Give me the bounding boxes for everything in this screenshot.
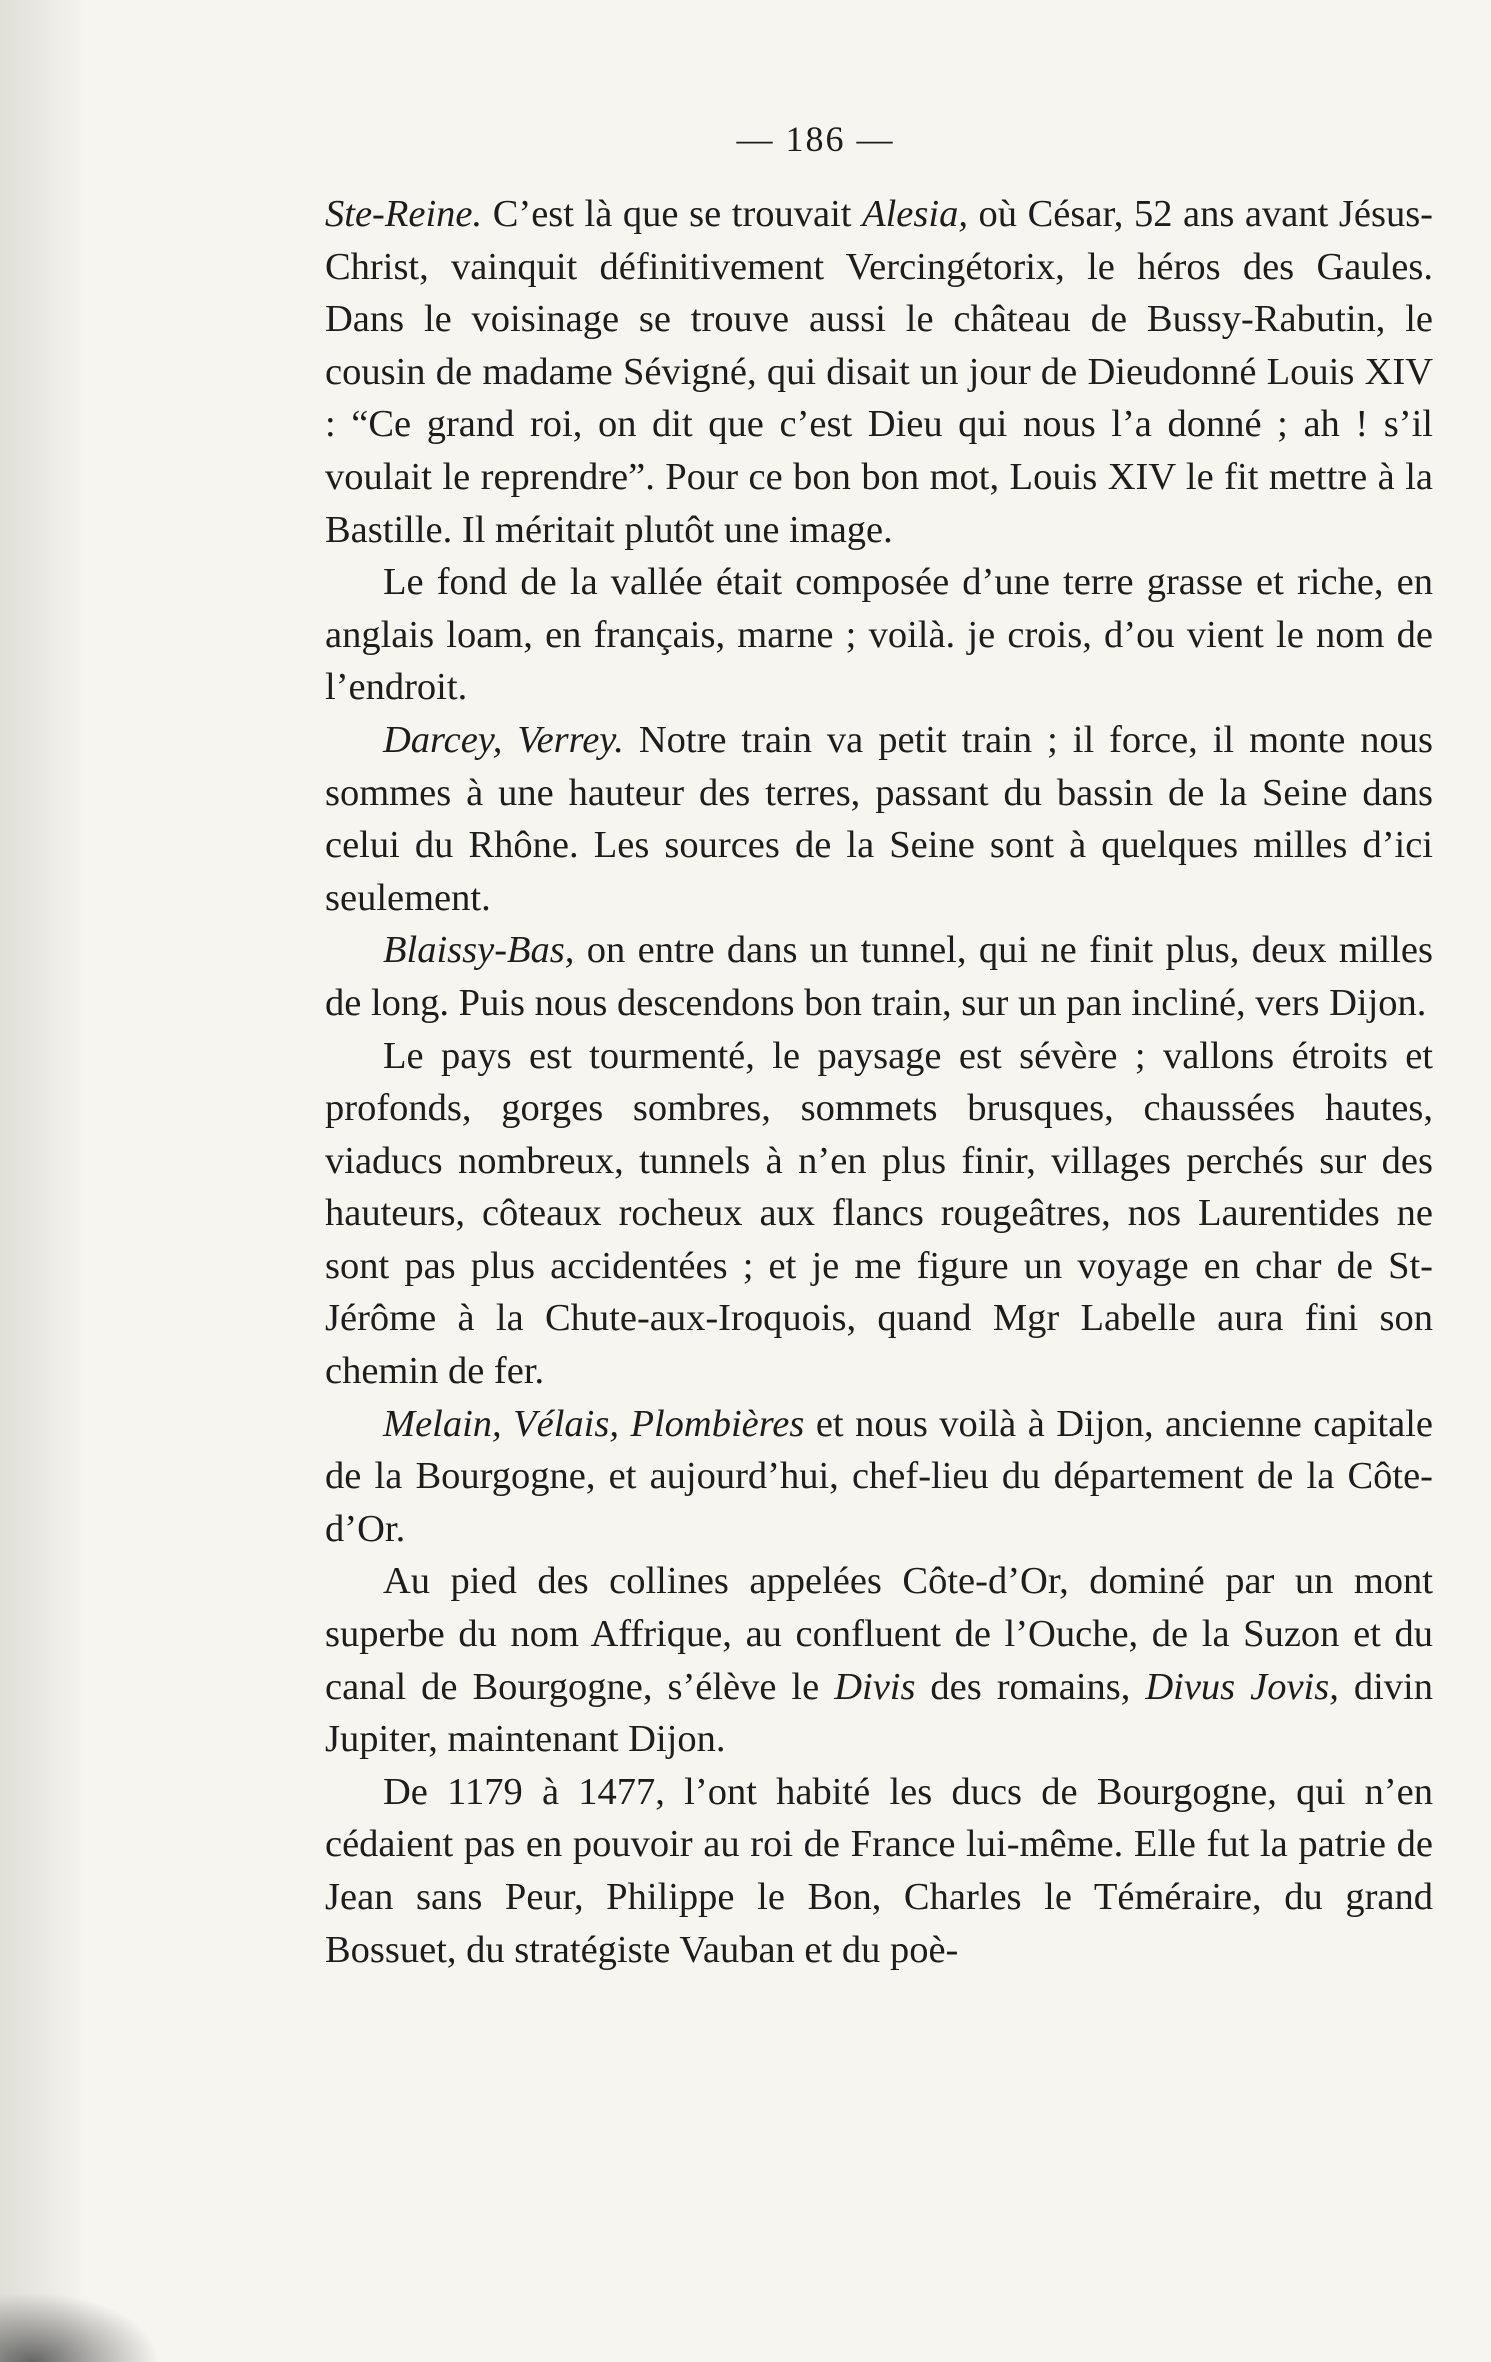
italic-text: Ste-Reine. [325,193,483,235]
text-run: C’est là que se trouvait [482,193,863,235]
text-run: Au pied des collines appelées Côte-d’Or, dominé par un mont superbe du nom Affrique, au confluent de l’Ouche, de la Suzon et du canal de Bourgogne, s’élève le [325,1560,1433,1708]
page-edge-speckle [0,0,90,2362]
text-run: De 1179 à 1477, l’ont habité les ducs de Bourgogne, qui n’en cédaient pas en pouvoir au roi de France lui-même. Elle fut la patrie de Jean sans Peur, Philippe le Bon, Charles le Téméraire, du grand Bossuet, du stratégiste Vauban et du poè- [325,1770,1433,1971]
paragraph [325,1030,1433,1398]
paragraph [325,1398,1433,1556]
body-text [325,188,1433,1976]
paragraph [325,924,1433,1029]
paragraph [325,556,1433,714]
italic-text: Divus Jovis, [1145,1665,1339,1708]
text-run: où César, 52 ans avant Jésus-Christ, vainquit définitivement Vercingétorix, le héros des Gaules. Dans le voisinage se trouve aussi le château de Bussy-Rabutin, le cousin de madame Sévigné, qui disait un jour de Dieudonné Louis XIV : “Ce grand roi, on dit que c’est Dieu qui nous l’a donné ; ah ! s’il voulait le reprendre”. Pour ce bon bon mot, Louis XIV le fit mettre à la Bastille. Il méritait plutôt une image. [325,193,1433,551]
text-run: et nous voilà à Dijon, ancienne capitale de la Bourgogne, et aujourd’hui, chef-lieu du département de la Côte-d’Or. [325,1402,1433,1550]
italic-text: Alesia, [862,193,968,235]
text-run: Le fond de la vallée était composée d’une terre grasse et riche, en anglais loam, en français, marne ; voilà. je crois, d’ou vient le nom de l’endroit. [325,561,1433,709]
text-run: Le pays est tourmenté, le paysage est sévère ; vallons étroits et profonds, gorges sombres, sommets brusques, chaussées hautes, viaducs nombreux, tunnels à n’en plus finir, villages perchés sur des hauteurs, côteaux rocheux aux flancs rougeâtres, nos Laurentides ne sont pas plus accidentées ; et je me figure un voyage en char de St-Jérôme à la Chute-aux-Iroquois, quand Mgr Labelle aura fini son chemin de fer. [325,1034,1433,1393]
italic-text: Darcey, Verrey. [383,718,624,761]
paragraph [325,714,1433,924]
ink-smudge [0,2292,160,2362]
text-run: divin Jupiter, maintenant Dijon. [325,1665,1433,1761]
italic-text: Melain, Vélais, Plombières [383,1402,805,1445]
italic-text: Divis [834,1665,916,1708]
paragraph [325,188,1433,556]
paragraph [325,1555,1433,1765]
page-number: — 186 — [736,119,895,159]
text-run: Notre train va petit train ; il force, il monte nous sommes à une hauteur des terres, passant du bassin de la Seine dans celui du Rhône. Les sources de la Seine sont à quelques milles d’ici seulement. [325,718,1433,919]
text-run: des romains, [915,1665,1146,1708]
text-run: on entre dans un tunnel, qui ne finit plus, deux milles de long. Puis nous descendons bon train, sur un pan incliné, vers Dijon. [325,929,1433,1024]
paragraph [325,1766,1433,1976]
italic-text: Blaissy-Bas, [383,929,575,972]
